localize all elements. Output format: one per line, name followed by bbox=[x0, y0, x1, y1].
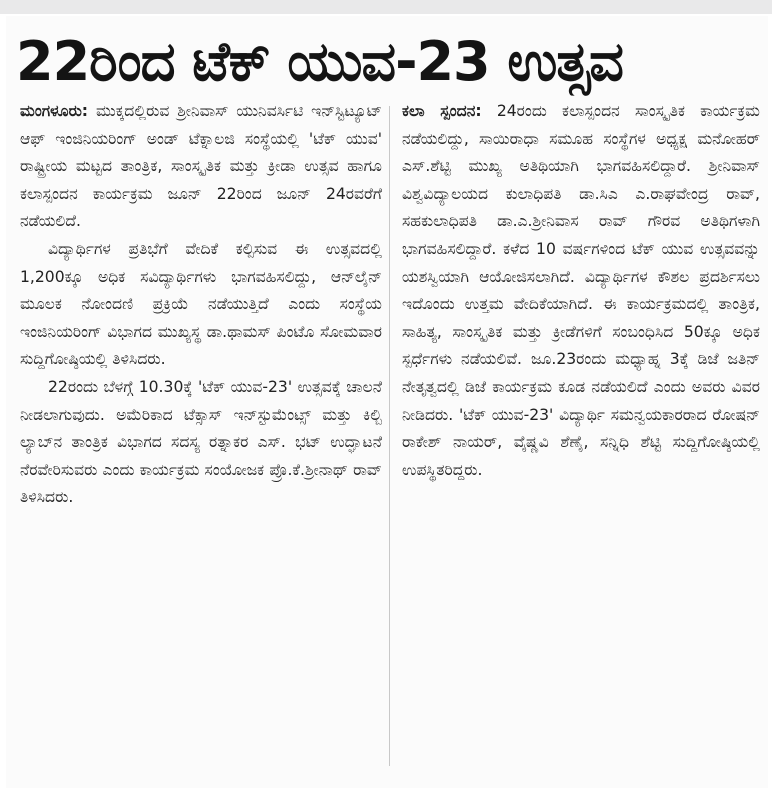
article-headline: 22ರಿಂದ ಟೆಕ್ ಯುವ-23 ಉತ್ಸವ bbox=[16, 30, 623, 93]
paragraph-3: 22ರಂದು ಬೆಳಗ್ಗೆ 10.30ಕ್ಕೆ 'ಟೆಕ್ ಯುವ-23' ಉತ್ಸವಕ್ಕೆ ಚಾಲನೆ ನೀಡಲಾಗುವುದು. ಅಮೆರಿಕಾದ ಟೆಕ್ಸಾಸ್ ಇನ್‌ಸ್ಟುಮೆಂಟ್ಸ್ ಮತ್ತು ಕಿಲ್ಬಿ ಲ್ಯಾಬ್‌ನ ತಾಂತ್ರಿಕ ವಿಭಾಗದ ಸದಸ್ಯ ರತ್ನಾಕರ ಎಸ್. ಭಟ್ ಉದ್ಘಾಟನೆ ನೆರವೇರಿಸುವರು ಎಂದು ಕಾರ್ಯಕ್ರಮ ಸಂಯೋಜಕ ಪ್ರೊ.ಕೆ.ಶ್ರೀನಾಥ್ ರಾವ್ ತಿಳಿಸಿದರು. bbox=[20, 377, 382, 507]
article-column-right bbox=[402, 98, 760, 484]
dateline: ಮಂಗಳೂರು: bbox=[20, 102, 89, 120]
paragraph-text: ಮುಕ್ಕದಲ್ಲಿರುವ ಶ್ರೀನಿವಾಸ್ ಯುನಿವರ್ಸಿಟಿ ಇನ್‌ಸ್ಟಿಟ್ಯೂಟ್ ಆಫ್ ಇಂಜಿನಿಯರಿಂಗ್ ಅಂಡ್ ಟೆಕ್ನಾಲಜಿ ಸಂಸ್ಥೆಯಲ್ಲಿ 'ಟೆಕ್ ಯುವ' ರಾಷ್ಟ್ರೀಯ ಮಟ್ಟದ ತಾಂತ್ರಿಕ, ಸಾಂಸ್ಕೃತಿಕ ಮತ್ತು ಕ್ರೀಡಾ ಉತ್ಸವ ಹಾಗೂ ಕಲಾಸ್ಪಂದನ ಕಾರ್ಯಕ್ರಮ ಜೂನ್ 22ರಿಂದ ಜೂನ್ 24ರವರೆಗೆ ನಡೆಯಲಿದೆ. bbox=[20, 102, 382, 231]
paragraph-2: ವಿದ್ಯಾರ್ಥಿಗಳ ಪ್ರತಿಭೆಗೆ ವೇದಿಕೆ ಕಲ್ಪಿಸುವ ಈ ಉತ್ಸವದಲ್ಲಿ 1,200ಕ್ಕೂ ಅಧಿಕ ಸವಿದ್ಯಾರ್ಥಿಗಳು ಭಾಗವಹಿಸಲಿದ್ದು, ಆನ್‌ಲೈನ್ ಮೂಲಕ ನೋಂದಣಿ ಪ್ರಕ್ರಿಯೆ ನಡೆಯುತ್ತಿದೆ ಎಂದು ಸಂಸ್ಥೆಯ ಇಂಜಿನಿಯರಿಂಗ್ ವಿಭಾಗದ ಮುಖ್ಯಸ್ಥ ಡಾ.ಥಾಮಸ್ ಪಿಂಟೊ ಸೋಮವಾರ ಸುದ್ದಿಗೋಷ್ಠಿಯಲ್ಲಿ ತಿಳಿಸಿದರು. bbox=[20, 239, 382, 369]
article-column-left bbox=[20, 98, 382, 512]
paragraph-4 bbox=[402, 98, 760, 484]
subhead-dateline: ಕಲಾ ಸ್ಪಂದನ: bbox=[402, 102, 482, 120]
paragraph-1 bbox=[20, 98, 382, 236]
paragraph-text: 24ರಂದು ಕಲಾಸ್ಪಂದನ ಸಾಂಸ್ಕೃತಿಕ ಕಾರ್ಯಕ್ರಮ ನಡೆಯಲಿದ್ದು, ಸಾಯಿರಾಧಾ ಸಮೂಹ ಸಂಸ್ಥೆಗಳ ಅಧ್ಯಕ್ಷ ಮನೋಹರ್ ಎಸ್.ಶೆಟ್ಟಿ ಮುಖ್ಯ ಅತಿಥಿಯಾಗಿ ಭಾಗವಹಿಸಲಿದ್ದಾರೆ. ಶ್ರೀನಿವಾಸ್ ವಿಶ್ವವಿದ್ಯಾಲಯದ ಕುಲಾಧಿಪತಿ ಡಾ.ಸಿಎ ಎ.ರಾಘವೇಂದ್ರ ರಾವ್, ಸಹಕುಲಾಧಿಪತಿ ಡಾ.ಎ.ಶ್ರೀನಿವಾಸ ರಾವ್ ಗೌರವ ಅತಿಥಿಗಳಾಗಿ ಭಾಗವಹಿಸಲಿದ್ದಾರೆ. ಕಳೆದ 10 ವರ್ಷಗಳಿಂದ ಟೆಕ್ ಯುವ ಉತ್ಸವವನ್ನು ಯಶಸ್ವಿಯಾಗಿ ಆಯೋಜಿಸಲಾಗಿದೆ. ವಿದ್ಯಾರ್ಥಿಗಳ ಕೌಶಲ ಪ್ರದರ್ಶಿಸಲು ಇದೊಂದು ಉತ್ತಮ ವೇದಿಕೆಯಾಗಿದೆ. ಈ ಕಾರ್ಯಕ್ರಮದಲ್ಲಿ ತಾಂತ್ರಿಕ, ಸಾಹಿತ್ಯ, ಸಾಂಸ್ಕೃತಿಕ ಮತ್ತು ಕ್ರೀಡೆಗಳಿಗೆ ಸಂಬಂಧಿಸಿದ 50ಕ್ಕೂ ಅಧಿಕ ಸ್ಪರ್ಧೆಗಳು ನಡೆಯಲಿವೆ. ಜೂ.23ರಂದು ಮಧ್ಯಾಹ್ನ 3ಕ್ಕೆ ಡಿಜೆ ಜತಿನ್ ನೇತೃತ್ವದಲ್ಲಿ ಡಿಜೆ ಕಾರ್ಯಕ್ರಮ ಕೂಡ ನಡೆಯಲಿದೆ ಎಂದು ಅವರು ವಿವರ ನೀಡಿದರು. 'ಟೆಕ್ ಯುವ-23' ವಿದ್ಯಾರ್ಥಿ ಸಮನ್ವಯಕಾರರಾದ ರೋಷನ್ ರಾಕೇಶ್ ನಾಯರ್, ವೈಷ್ಣವಿ ಶೆಣೈ, ಸನ್ನಿಧಿ ಶೆಟ್ಟಿ ಸುದ್ದಿಗೋಷ್ಠಿಯಲ್ಲಿ ಉಪಸ್ಥಿತರಿದ್ದರು. bbox=[402, 102, 760, 479]
column-divider bbox=[389, 106, 390, 766]
scan-border bbox=[0, 0, 772, 14]
